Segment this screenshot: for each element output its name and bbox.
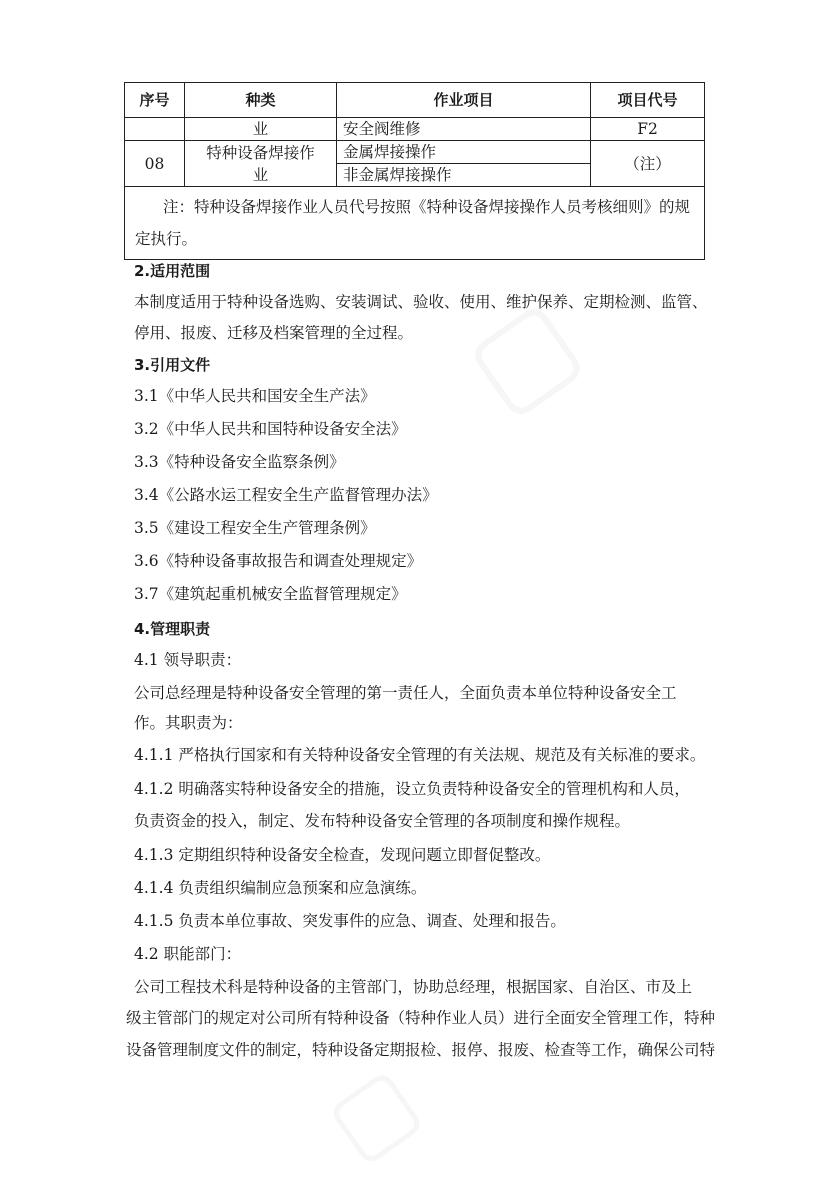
table-row: [125, 141, 705, 164]
section-heading: 3.引用文件: [134, 356, 211, 374]
table-cell: [125, 118, 185, 141]
paragraph-line: 设备管理制度文件的制定，特种设备定期报检、报停、报废、检查等工作，确保公司特: [126, 1041, 716, 1059]
table-row: [125, 118, 705, 141]
table-cell: 安全阀维修: [337, 118, 591, 141]
note-text: 注：特种设备焊接作业人员代号按照《特种设备焊接操作人员考核细则》的规定执行。: [135, 198, 691, 248]
paragraph-line: 负责资金的投入，制定、发布特种设备安全管理的各项制度和操作规程。: [134, 812, 631, 830]
table-cell: 08: [125, 141, 185, 187]
duty-item: 4.1.2 明确落实特种设备安全的措施，设立负责特种设备安全的管理机构和人员，: [134, 780, 690, 798]
paragraph-line: 公司总经理是特种设备安全管理的第一责任人，全面负责本单位特种设备安全工: [134, 684, 677, 702]
table-cell: 业: [185, 118, 337, 141]
duty-item: 4.1.5 负责本单位事故、突发事件的应急、调查、处理和报告。: [134, 912, 566, 930]
table-cell: 金属焊接操作: [337, 141, 591, 164]
table-note: [125, 187, 705, 260]
section-heading: 4.管理职责: [134, 620, 211, 638]
table-cell: F2: [591, 118, 705, 141]
paragraph-line: 作。其职责为：: [134, 714, 243, 732]
paragraph-line: 本制度适用于特种设备选购、安装调试、验收、使用、维护保养、定期检测、监管、: [134, 293, 708, 311]
reference-item: 3.5《建设工程安全生产管理条例》: [134, 519, 376, 537]
table-cell: 非金属焊接操作: [337, 164, 591, 187]
category-line: 特种设备焊接作: [206, 143, 315, 162]
header-seq: 序号: [125, 83, 185, 118]
table-header-row: [125, 83, 705, 118]
section-heading: 2.适用范围: [134, 262, 211, 280]
duty-item: 4.1.4 负责组织编制应急预案和应急演练。: [134, 879, 427, 897]
duty-item: 4.1.3 定期组织特种设备安全检查，发现问题立即督促整改。: [134, 846, 551, 864]
table-cell: [185, 141, 337, 187]
table-note-row: [125, 187, 705, 260]
header-category: 种类: [185, 83, 337, 118]
reference-item: 3.6《特种设备事故报告和调查处理规定》: [134, 552, 423, 570]
paragraph-line: 停用、报废、迁移及档案管理的全过程。: [134, 324, 414, 342]
header-project: 作业项目: [337, 83, 591, 118]
reference-item: 3.1《中华人民共和国安全生产法》: [134, 387, 376, 405]
table-cell: （注）: [591, 141, 705, 187]
subsection-heading: 4.2 职能部门：: [134, 945, 242, 963]
reference-item: 3.2《中华人民共和国特种设备安全法》: [134, 420, 407, 438]
reference-item: 3.3《特种设备安全监察条例》: [134, 453, 345, 471]
reference-item: 3.4《公路水运工程安全生产监督管理办法》: [134, 486, 438, 504]
reference-item: 3.7《建筑起重机械安全监督管理规定》: [134, 585, 407, 603]
duty-item: 4.1.1 严格执行国家和有关特种设备安全管理的有关法规、规范及有关标准的要求。: [134, 746, 706, 764]
paragraph-line: 公司工程技术科是特种设备的主管部门，协助总经理，根据国家、自治区、市及上: [134, 978, 693, 996]
header-code: 项目代号: [591, 83, 705, 118]
subsection-heading: 4.1 领导职责：: [134, 651, 242, 669]
paragraph-line: 级主管部门的规定对公司所有特种设备（特种作业人员）进行全面安全管理工作，特种: [126, 1009, 716, 1027]
work-item-table: [124, 82, 705, 260]
category-line: 业: [252, 165, 269, 184]
